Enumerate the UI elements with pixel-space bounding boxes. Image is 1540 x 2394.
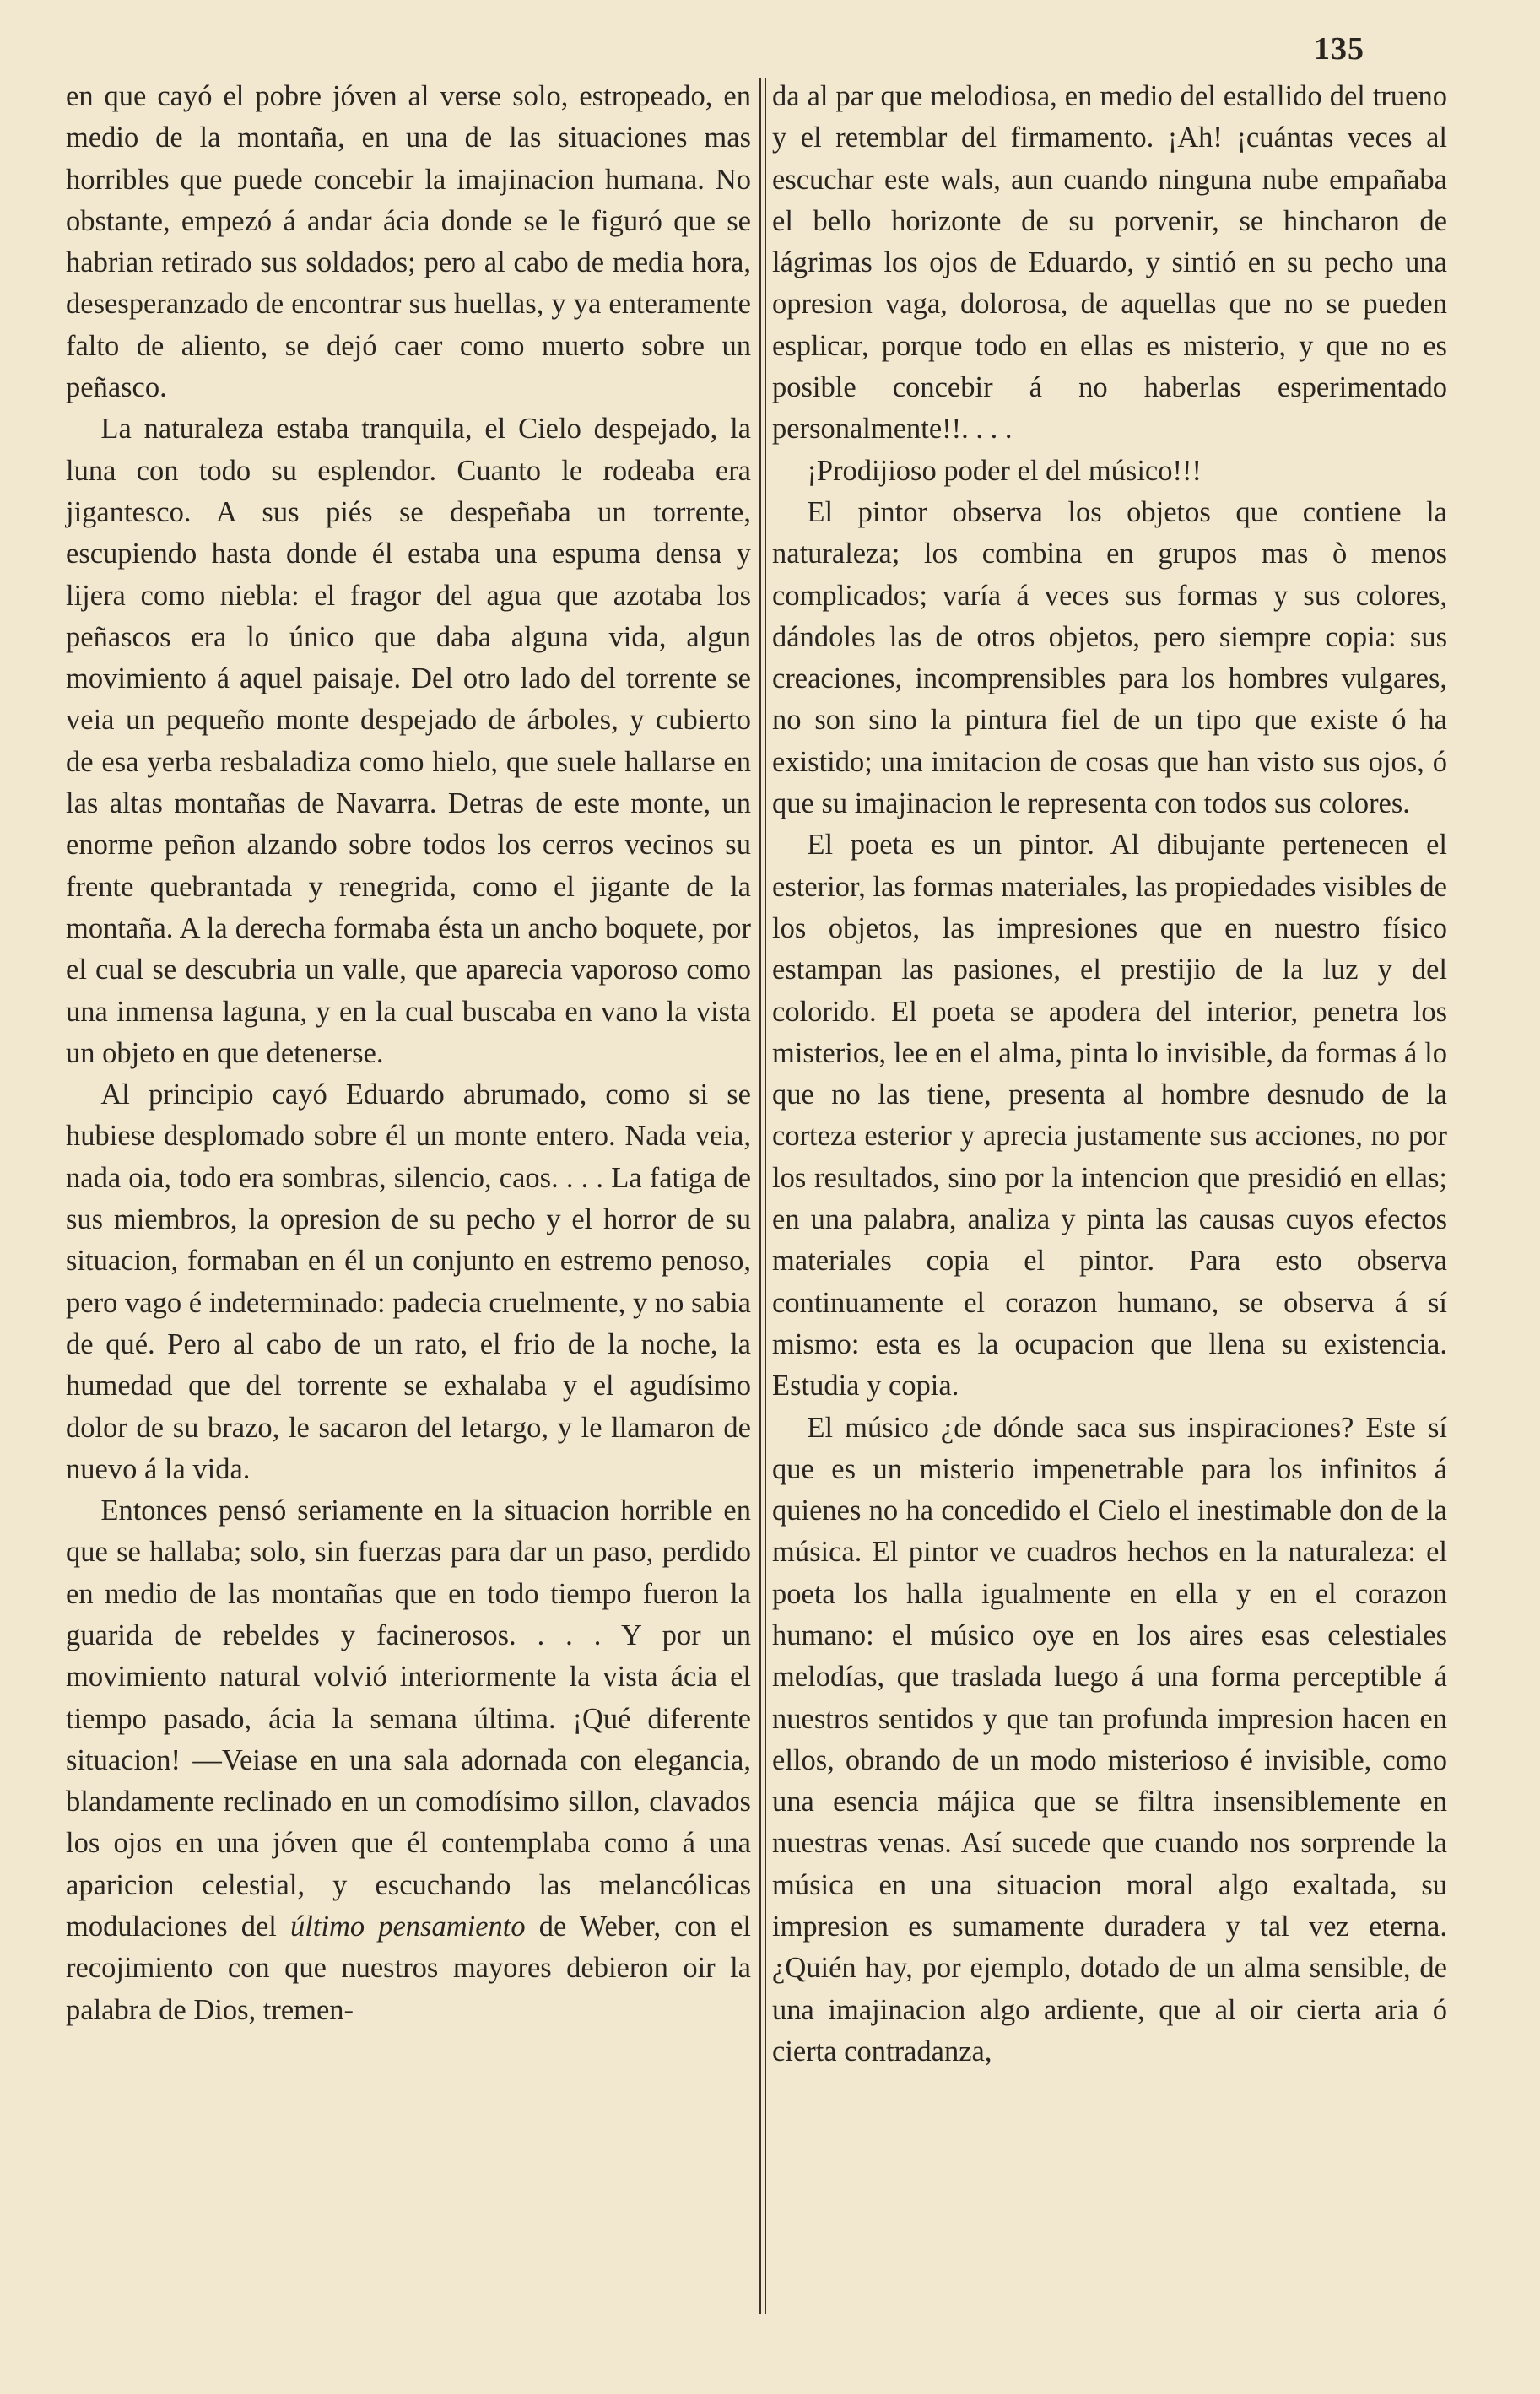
page-number: 135: [1314, 31, 1364, 67]
paragraph: en que cayó el pobre jóven al verse solo, estropeado, en medio de la montaña, en una de las situaciones mas horribles que puede concebir la imajinacion humana. No obstante, empezó á andar ácia donde se le figuró que se habrian retirado sus soldados; pero al cabo de media hora, desesperanzado de encontrar sus huellas, y ya enteramente falto de aliento, se dejó caer como muerto sobre un peñasco.: [66, 80, 751, 404]
paragraph-text: Entonces pensó seriamente en la situacion horrible en que se hallaba; solo, sin fuerzas para dar un paso, perdido en medio de las montañas que en todo tiempo fueron la guarida de rebeldes y facinerosos. . . . Y por un movimiento natural volvió interiormente la vista ácia el tiempo pasado, ácia la semana última. ¡Qué diferente situacion! —Veiase en una sala adornada con elegancia, blandamente reclinado en un comodísimo sillon, clavados los ojos en una jóven que él contemplaba como á una aparicion celestial, y escuchando las melancólicas modulaciones del: [66, 1494, 751, 1943]
paragraph: Al principio cayó Eduardo abrumado, como si se hubiese desplomado sobre él un monte entero. Nada veia, nada oia, todo era sombras, silencio, caos. . . . La fatiga de sus miembros, la opresion de su pecho y el horror de su situacion, formaban en él un conjunto en estremo penoso, pero vago é indeterminado: padecia cruelmente, y no sabia de qué. Pero al cabo de un rato, el frio de la noche, la humedad que del torrente se exhalaba y el agudísimo dolor de su brazo, le sacaron del letargo, y le llamaron de nuevo á la vida.: [66, 1078, 751, 1485]
paragraph: [66, 1490, 751, 2031]
paragraph: El pintor observa los objetos que contiene la naturaleza; los combina en grupos mas ò menos complicados; varía á veces sus formas y sus colores, dándoles las de otros objetos, pero siempre copia: sus creaciones, incomprensibles para los hombres vulgares, no son sino la pintura fiel de un tipo que existe ó ha existido; una imitacion de cosas que han visto sus ojos, ó que su imajinacion le representa con todos sus colores.: [772, 495, 1447, 820]
paragraph: La naturaleza estaba tranquila, el Cielo despejado, la luna con todo su esplendor. Cuanto le rodeaba era jigantesco. A sus piés se despeñaba un torrente, escupiendo hasta donde él estaba una espuma densa y lijera como niebla: el fragor del agua que azotaba los peñascos era lo único que daba alguna vida, algun movimiento á aquel paisaje. Del otro lado del torrente se veia un pequeño monte despejado de árboles, y cubierto de esa yerba resbaladiza como hielo, que suele hallarse en las altas montañas de Navarra. Detras de este monte, un enorme peñon alzando sobre todos los cerros vecinos su frente quebrantada y renegrida, como el jigante de la montaña. A la derecha formaba ésta un ancho boquete, por el cual se descubria un valle, que aparecia vaporoso como una inmensa laguna, y en la cual buscaba en vano la vista un objeto en que detenerse.: [66, 413, 751, 1069]
paragraph: ¡Prodijioso poder el del músico!!!: [807, 454, 1202, 487]
column-divider-inner: [765, 78, 766, 2314]
paragraph: El músico ¿de dónde saca sus inspiraciones? Este sí que es un misterio impenetrable para los infinitos á quienes no ha concedido el Cielo el inestimable don de la música. El pintor ve cuadros hechos en la naturaleza: el poeta los halla igualmente en ella y en el corazon humano: el músico oye en los aires esas celestiales melodías, que traslada luego á una forma perceptible á nuestros sentidos y que tan profunda impresion hacen en ellos, obrando de un modo misterioso é invisible, como una esencia májica que se filtra insensiblemente en nuestras venas. Así sucede que cuando nos sorprende la música en una situacion moral algo exaltada, su impresion es sumamente duradera y tal vez eterna. ¿Quién hay, por ejemplo, dotado de un alma sensible, de una imajinacion algo ardiente, que al oir cierta aria ó cierta contradanza,: [772, 1411, 1447, 2067]
right-column: [772, 76, 1447, 2072]
italic-title: último pensamiento: [289, 1910, 526, 1943]
paragraph: El poeta es un pintor. Al dibujante pertenecen el esterior, las formas materiales, las propiedades visibles de los objetos, las impresiones que en nuestro físico estampan las pasiones, el prestijio de la luz y del colorido. El poeta se apodera del interior, penetra los misterios, lee en el alma, pinta lo invisible, da formas á lo que no las tiene, presenta al hombre desnudo de la corteza esterior y aprecia justamente sus acciones, no por los resultados, sino por la intencion que presidió en ellas; en una palabra, analiza y pinta las causas cuyos efectos materiales copia el pintor. Para esto observa continuamente el corazon humano, se observa á sí mismo: esta es la ocupacion que llena su existencia. Estudia y copia.: [772, 829, 1447, 1402]
paragraph-text: de Weber, con el recojimiento con que nuestros mayores debieron oir la palabra de Dios, tremen-: [66, 1910, 752, 2026]
paragraph: da al par que melodiosa, en medio del estallido del trueno y el retemblar del firmamento. ¡Ah! ¡cuántas veces al escuchar este wals, aun cuando ninguna nube empañaba el bello horizonte de su porvenir, se hincharon de lágrimas los ojos de Eduardo, y sintió en su pecho una opresion vaga, dolorosa, de aquellas que no se pueden esplicar, porque todo en ellas es misterio, y que no es posible concebir á no haberlas esperimentado personalmente!!. . . .: [772, 80, 1447, 446]
column-divider: [759, 78, 761, 2314]
left-column: [66, 76, 751, 2031]
